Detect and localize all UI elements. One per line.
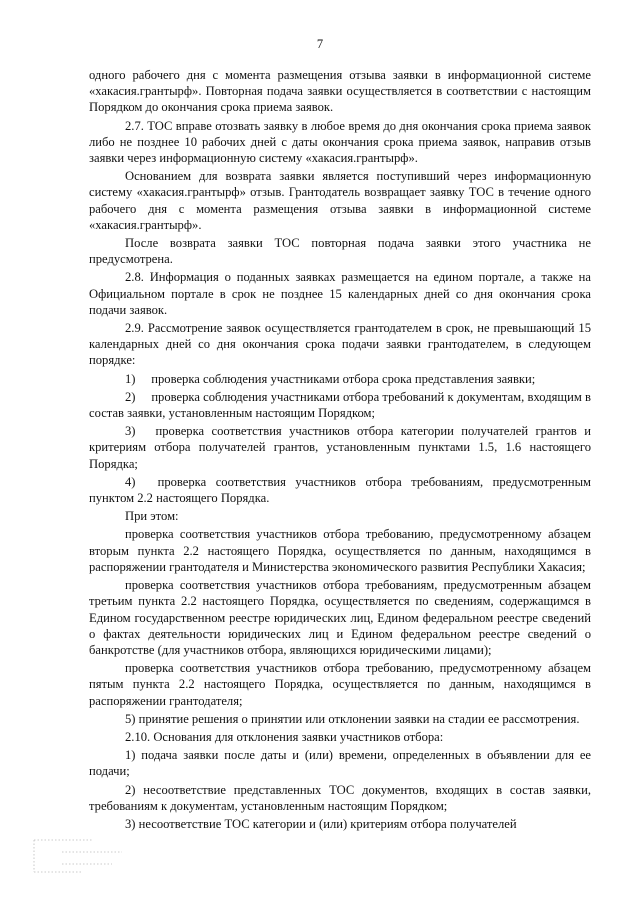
- paragraph-2-8: 2.8. Информация о поданных заявках размещается на едином портале, а также на Официальном портале в срок не позднее 15 календарных дней со дня окончания срока подачи заявок.: [89, 270, 591, 317]
- scan-artifact: [32, 836, 132, 876]
- list-item: 5) принятие решения о принятии или отклонении заявки на стадии ее рассмотрения.: [125, 711, 580, 726]
- paragraph: проверка соответствия участников отбора требованию, предусмотренному абзацем вторым пункта 2.2 настоящего Порядка, осуществляется по данным, находящимся в распоряжении грантодателя и Министерства экономического развития Республики Хакасия;: [89, 527, 591, 574]
- document-body: [89, 67, 591, 834]
- list-item: 1) проверка соблюдения участниками отбора срока представления заявки;: [125, 371, 536, 386]
- list-item: 3) несоответствие ТОС категории и (или) критериям отбора получателей: [125, 816, 517, 831]
- paragraph-2-9: 2.9. Рассмотрение заявок осуществляется грантодателем в срок, не превышающий 15 календарных дней со дня окончания срока подачи заявки грантодателем, в следующем порядке:: [89, 321, 591, 368]
- paragraph: проверка соответствия участников отбора требованию, предусмотренному абзацем пятым пункта 2.2 настоящего Порядка, осуществляется по данным, находящимся в распоряжении грантодателя;: [89, 661, 591, 708]
- paragraph-2-10: 2.10. Основания для отклонения заявки участников отбора:: [125, 729, 444, 744]
- list-item: 1) подача заявки после даты и (или) времени, определенных в объявлении для ее подачи;: [89, 748, 591, 779]
- paragraph: После возврата заявки ТОС повторная подача заявки этого участника не предусмотрена.: [89, 236, 591, 267]
- paragraph: Основанием для возврата заявки является поступивший через информационную систему «хакасия.грантырф» отзыв. Грантодатель возвращает заявку ТОС в течение одного рабочего дня с момента размещения отзыва заявки в информационной системе «хакасия.грантырф».: [89, 169, 591, 232]
- paragraph-2-7: 2.7. ТОС вправе отозвать заявку в любое время до дня окончания срока приема заявок либо не позднее 10 рабочих дней с даты окончания срока приема заявок, направив отзыв заявки через информационную систему «хакасия.грантырф».: [89, 118, 591, 166]
- paragraph: одного рабочего дня с момента размещения отзыва заявки в информационной системе «хакасия.грантырф». Повторная подача заявки осуществляется в соответствии с настоящим Порядком до окончания срока приема заявок.: [89, 68, 591, 115]
- list-item: 4) проверка соответствия участников отбора требованиям, предусмотренным пунктом 2.2 настоящего Порядка.: [89, 474, 591, 506]
- page-number: 7: [316, 37, 324, 51]
- list-item: 3) проверка соответствия участников отбора категории получателей грантов и критериям отбора получателей грантов, установленным пунктами 1.5, 1.6 настоящего Порядка;: [89, 424, 591, 471]
- paragraph: проверка соответствия участников отбора требованиям, предусмотренным абзацем третьим пункта 2.2 настоящего Порядка, осуществляется по сведениям, содержащимся в Едином государственном реестре юридических лиц, Едином федеральном реестре сведений о фактах деятельности юридических лиц и Едином федеральном реестре сведений о банкротстве (для участников отбора, являющихся юридическими лицами);: [89, 578, 591, 657]
- list-item: 2) несоответствие представленных ТОС документов, входящих в состав заявки, требованиям к документам, установленным настоящим Порядком;: [89, 782, 591, 813]
- list-item: 2) проверка соблюдения участниками отбора требований к документам, входящим в состав заявки, установленным настоящим Порядком;: [89, 389, 591, 421]
- paragraph: При этом:: [125, 509, 179, 524]
